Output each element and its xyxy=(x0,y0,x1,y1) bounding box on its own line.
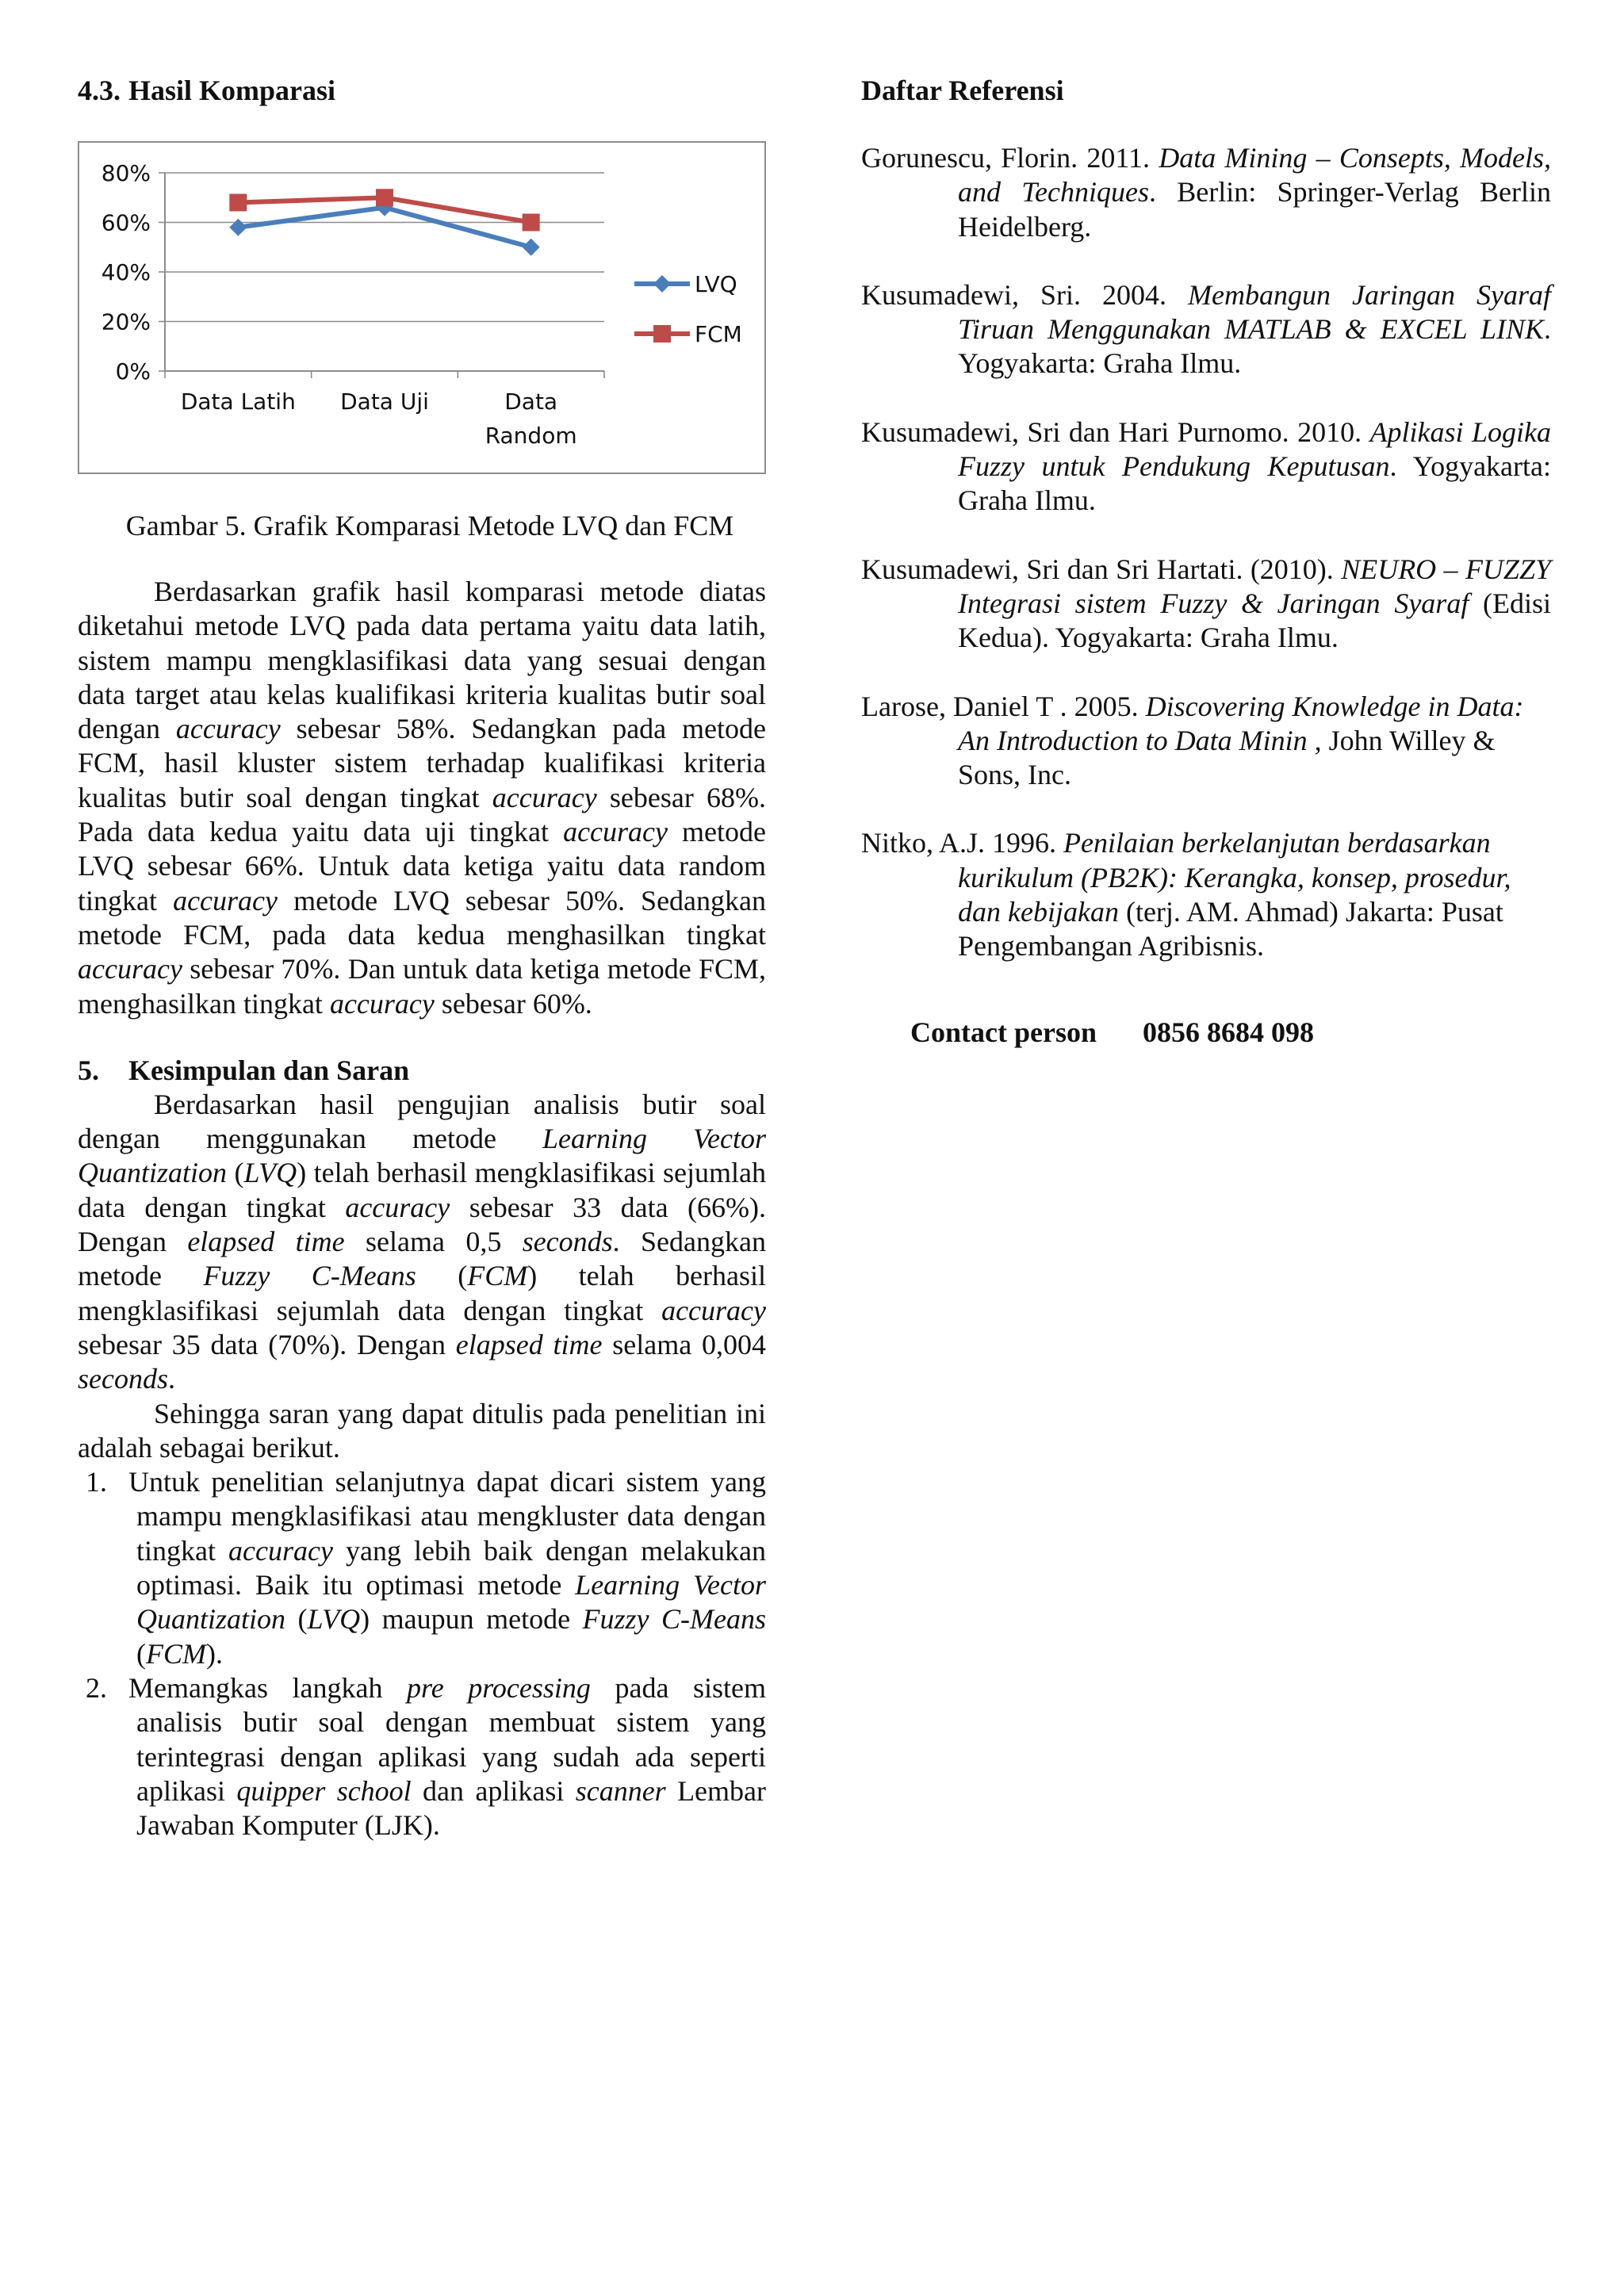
section-title: Hasil Komparasi xyxy=(128,75,336,106)
italic-text: seconds xyxy=(522,1226,613,1258)
italic-text: Fuzzy C-Means xyxy=(582,1603,766,1636)
text-run: . xyxy=(167,1363,175,1395)
text-run: ( xyxy=(416,1260,468,1292)
italic-text: pre processing xyxy=(407,1671,591,1704)
result-paragraph xyxy=(78,575,766,1021)
text-run: (terj. AM. Ahmad) Jakarta: Pusat Pengembangan Agribisnis. xyxy=(958,896,1503,962)
text-run: Nitko, A.J. 1996. xyxy=(861,827,1064,859)
text-run: sebesar 58%. Sedangkan pada metode FCM, hasil kluster sistem terhadap kualifikasi kriteria kualitas butir soal dengan tingkat xyxy=(78,713,766,813)
italic-text: accuracy xyxy=(175,713,281,745)
text-run: Memangkas langkah xyxy=(128,1671,408,1704)
text-run: Untuk penelitian selanjutnya dapat dicari sistem yang mampu mengklasifikasi atau mengkluster data dengan tingkat xyxy=(128,1466,766,1567)
reference-item xyxy=(861,278,1551,381)
y-tick-label: 40% xyxy=(101,259,151,285)
comparison-chart xyxy=(78,141,766,474)
italic-text: elapsed time xyxy=(187,1226,345,1258)
text-run: yang lebih baik dengan melakukan optimasi. Baik itu optimasi metode xyxy=(136,1534,767,1601)
data-point-lvq xyxy=(523,239,540,256)
text-run: . Yogyakarta: Graha Ilmu. xyxy=(958,313,1551,380)
text-run: Lembar Jawaban Komputer (LJK). xyxy=(136,1774,766,1842)
suggestion-intro xyxy=(78,1397,766,1466)
contact-label: Contact person xyxy=(910,1016,1097,1048)
italic-text: FCM xyxy=(467,1260,528,1292)
italic-text: scanner xyxy=(575,1774,666,1807)
italic-text: NEURO – FUZZY Integrasi sistem Fuzzy & Jaringan Syaraf xyxy=(958,553,1551,619)
x-tick-label: Data Latih xyxy=(180,388,296,415)
contact-phone: 0856 8684 098 xyxy=(1142,1016,1314,1048)
italic-text: LVQ xyxy=(243,1157,297,1189)
text-run: Berdasarkan grafik hasil komparasi metode diatas diketahui metode LVQ pada data pertama yaitu data latih, sistem mampu mengklasifikasi data yang sesuai dengan data target atau kelas kualifikasi kriteria kualitas butir soal dengan xyxy=(78,576,766,745)
text-run: ) telah berhasil mengklasifikasi sejumlah data dengan tingkat xyxy=(78,1260,766,1326)
y-tick-label: 0% xyxy=(115,358,151,385)
text-run: dan aplikasi xyxy=(411,1774,576,1807)
reference-item xyxy=(861,826,1551,963)
y-tick-label: 60% xyxy=(101,209,151,236)
text-run: metode LVQ sebesar 50%. Sedangkan metode FCM, pada data kedua menghasilkan tingkat xyxy=(78,884,767,951)
suggestion-item xyxy=(78,1671,766,1843)
text-run: sebesar 68%. Pada data kedua yaitu data uji tingkat xyxy=(78,781,766,848)
text-run: Kusumadewi, Sri dan Hari Purnomo. 2010. xyxy=(861,415,1370,448)
data-point-fcm xyxy=(523,214,540,232)
chart-svg xyxy=(79,143,764,473)
text-run: ) telah berhasil mengklasifikasi sejumlah data dengan tingkat xyxy=(78,1157,766,1223)
figure-caption: Gambar 5. Grafik Komparasi Metode LVQ dan FCM xyxy=(125,510,734,541)
text-run: metode LVQ sebesar 66%. Untuk data ketiga yaitu data random tingkat xyxy=(78,816,766,916)
italic-text: Penilaian berkelanjutan berdasarkan kurikulum (PB2K): Kerangka, konsep, prosedur, dan kebijakan xyxy=(958,827,1511,928)
list-number: 1. xyxy=(86,1466,107,1498)
italic-text: accuracy xyxy=(78,953,182,985)
left-column xyxy=(78,73,766,1843)
text-run: sebesar 70%. Dan untuk data ketiga metode FCM, menghasilkan tingkat xyxy=(78,953,766,1020)
text-run: (Edisi Kedua). Yogyakarta: Graha Ilmu. xyxy=(958,587,1551,654)
legend-label: FCM xyxy=(695,321,742,347)
list-number: 2. xyxy=(86,1671,107,1704)
x-tick-label: Random xyxy=(485,423,577,449)
italic-text: quipper school xyxy=(236,1774,412,1807)
italic-text: accuracy xyxy=(492,781,597,813)
y-tick-label: 80% xyxy=(101,160,151,186)
reference-item xyxy=(861,553,1551,656)
italic-text: LVQ xyxy=(307,1603,361,1636)
italic-text: Membangun Jaringan Syaraf Tiruan Menggunakan MATLAB & EXCEL LINK xyxy=(958,278,1552,346)
reference-item xyxy=(861,415,1551,519)
text-run: sebesar 60%. xyxy=(434,987,592,1020)
legend-marker xyxy=(653,275,671,293)
italic-text: accuracy xyxy=(173,884,278,916)
italic-text: accuracy xyxy=(661,1294,766,1326)
reference-item xyxy=(861,141,1551,244)
right-column xyxy=(861,73,1551,1050)
suggestion-list xyxy=(78,1465,766,1843)
data-point-lvq xyxy=(229,219,247,236)
text-run: Kusumadewi, Sri dan Sri Hartati. (2010). xyxy=(861,553,1342,585)
text-run: ) maupun metode xyxy=(360,1603,583,1636)
contact-line xyxy=(910,1015,1551,1050)
text-run: pada sistem analisis butir soal dengan membuat sistem yang terintegrasi dengan aplikasi yang sudah ada seperti aplikasi xyxy=(136,1671,767,1807)
text-run: ). xyxy=(206,1637,223,1670)
text-run: . Yogyakarta: Graha Ilmu. xyxy=(958,450,1551,517)
text-run: selama 0,5 xyxy=(344,1226,523,1258)
italic-text: Aplikasi Logika Fuzzy untuk Pendukung Keputusan xyxy=(958,415,1551,483)
text-run: . Sedangkan metode xyxy=(78,1226,766,1292)
references-heading: Daftar Referensi xyxy=(861,75,1064,106)
text-run: John Willey & Sons, Inc. xyxy=(958,724,1496,791)
italic-text: accuracy xyxy=(228,1534,333,1567)
text-run: ( xyxy=(227,1157,244,1189)
text-run: Kusumadewi, Sri. 2004. xyxy=(861,278,1189,311)
text-run: sebesar 33 data (66%). Dengan xyxy=(78,1191,766,1258)
conclusion-paragraph xyxy=(78,1088,766,1397)
reference-item xyxy=(861,690,1551,793)
text-run: ( xyxy=(285,1603,308,1636)
text-run: Berdasarkan hasil pengujian analisis butir soal dengan menggunakan metode xyxy=(78,1088,766,1155)
section-heading-5 xyxy=(78,1053,766,1088)
suggestion-item xyxy=(78,1465,766,1671)
section-number: 5. xyxy=(78,1054,99,1086)
text-run: . Berlin: Springer-Verlag Berlin Heidelberg. xyxy=(958,176,1551,243)
italic-text: seconds xyxy=(78,1363,168,1395)
text-run: Sehingga saran yang dapat ditulis pada penelitian ini adalah sebagai berikut. xyxy=(78,1397,766,1464)
section-number: 4.3. xyxy=(78,75,121,106)
text-run: selama 0,004 xyxy=(602,1328,766,1360)
legend-label: LVQ xyxy=(695,271,737,297)
italic-text: Fuzzy C-Means xyxy=(203,1260,416,1292)
legend-marker xyxy=(653,325,671,342)
reference-list xyxy=(861,141,1551,964)
italic-text: FCM xyxy=(146,1637,206,1670)
italic-text: elapsed time xyxy=(455,1328,603,1360)
italic-text: Discovering Knowledge in Data: An Introduction to Data Minin , xyxy=(958,690,1524,756)
section-title: Kesimpulan dan Saran xyxy=(128,1054,410,1086)
italic-text: accuracy xyxy=(563,816,668,848)
text-run: sebesar 35 data (70%). Dengan xyxy=(78,1328,456,1360)
y-tick-label: 20% xyxy=(101,308,151,335)
data-point-fcm xyxy=(376,189,393,206)
italic-text: accuracy xyxy=(329,987,435,1020)
data-point-fcm xyxy=(229,194,247,212)
italic-text: accuracy xyxy=(345,1191,450,1223)
x-tick-label: Data Uji xyxy=(340,388,429,415)
x-tick-label: Data xyxy=(504,388,558,415)
italic-text: Data Mining – Consepts, Models, and Techniques xyxy=(958,142,1552,209)
text-run: Gorunescu, Florin. 2011. xyxy=(861,142,1159,174)
italic-text: Learning Vector Quantization xyxy=(78,1123,767,1189)
text-run: Larose, Daniel T . 2005. xyxy=(861,690,1146,722)
italic-text: Learning Vector Quantization xyxy=(136,1569,766,1636)
text-run: ( xyxy=(136,1637,146,1670)
section-heading-4-3 xyxy=(78,73,766,108)
